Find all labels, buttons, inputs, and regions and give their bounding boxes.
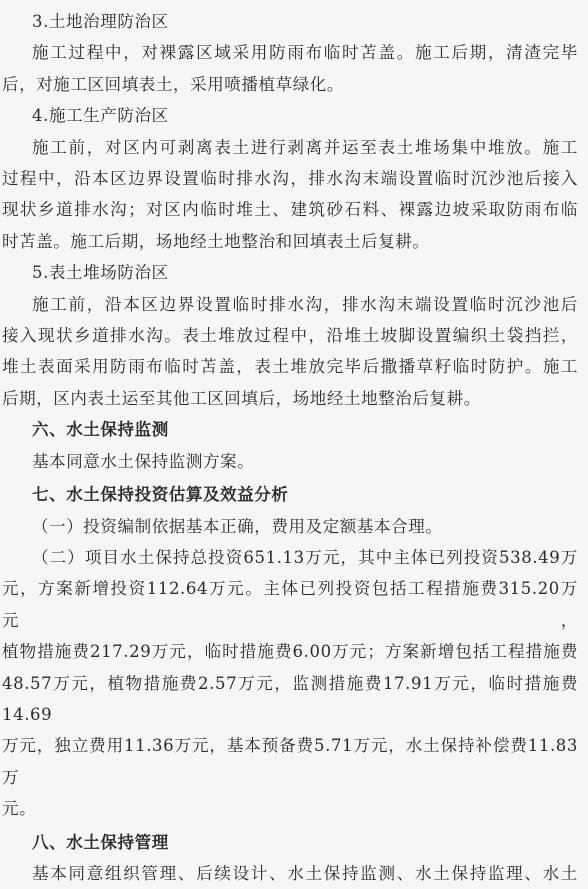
section-4-text-line-4: 时苫盖。施工后期，场地经土地整治和回填表土后复耕。 [2, 231, 430, 251]
section-3-title: 3.土地治理防治区 [32, 12, 169, 31]
paragraph-8-line-1: 基本同意组织管理、后续设计、水土保持监测、水土保持监理、水土 [32, 863, 578, 883]
paragraph-7-2-line-3: 植物措施费217.29万元，临时措施费6.00万元；方案新增包括工程措施费 [2, 642, 578, 662]
heading-6-monitoring: 六、水土保持监测 [32, 420, 169, 440]
section-4-title: 4.施工生产防治区 [32, 106, 169, 126]
heading-8-management: 八、水土保持管理 [32, 832, 169, 852]
section-5-text-line-2: 接入现状乡道排水沟。表土堆放过程中，沿堆土坡脚设置编织土袋挡拦， [2, 326, 578, 346]
section-3-text-line-1: 施工过程中，对裸露区域采用防雨布临时苫盖。施工后期，清渣完毕 [32, 43, 578, 63]
paragraph-7-2-line-4: 48.57万元，植物措施费2.57万元，监测措施费17.91万元，临时措施费14.69 [2, 673, 578, 724]
section-5-text-line-4: 后期，区内表土运至其他工区回填后，场地经土地整治后复耕。 [2, 388, 481, 408]
paragraph-7-2-line-1: （二）项目水土保持总投资651.13万元，其中主体已列投资538.49万 [32, 547, 578, 567]
section-5-text-line-3: 堆土表面采用防雨布临时苫盖，表土堆放完毕后撒播草籽临时防护。施工 [2, 357, 578, 377]
section-3-text-line-2: 后，对施工区回填表土，采用喷播植草绿化。 [2, 74, 344, 94]
section-5-title: 5.表土堆场防治区 [32, 263, 169, 283]
paragraph-7-1: （一）投资编制依据基本正确，费用及定额基本合理。 [32, 516, 443, 536]
paragraph-6: 基本同意水土保持监测方案。 [32, 451, 255, 471]
paragraph-7-2-line-6: 元。 [2, 799, 37, 819]
section-4-text-line-2: 过程中，沿本区边界设置临时排水沟，排水沟末端设置临时沉沙池后接入 [2, 169, 578, 189]
section-5-text-line-1: 施工前，沿本区边界设置临时排水沟，排水沟末端设置临时沉沙池后 [32, 294, 578, 314]
paragraph-7-2-line-5: 万元，独立费用11.36万元，基本预备费5.71万元，水土保持补偿费11.83万 [2, 736, 578, 787]
heading-7-investment: 七、水土保持投资估算及效益分析 [32, 485, 289, 505]
section-4-text-line-3: 现状乡道排水沟；对区内临时堆土、建筑砂石料、裸露边坡采取防雨布临 [2, 200, 578, 220]
section-4-text-line-1: 施工前，对区内可剥离表土进行剥离并运至表土堆场集中堆放。施工 [32, 137, 578, 157]
paragraph-7-2-line-2: 元，方案新增投资112.64万元。主体已列投资包括工程措施费315.20万元， [2, 579, 578, 630]
